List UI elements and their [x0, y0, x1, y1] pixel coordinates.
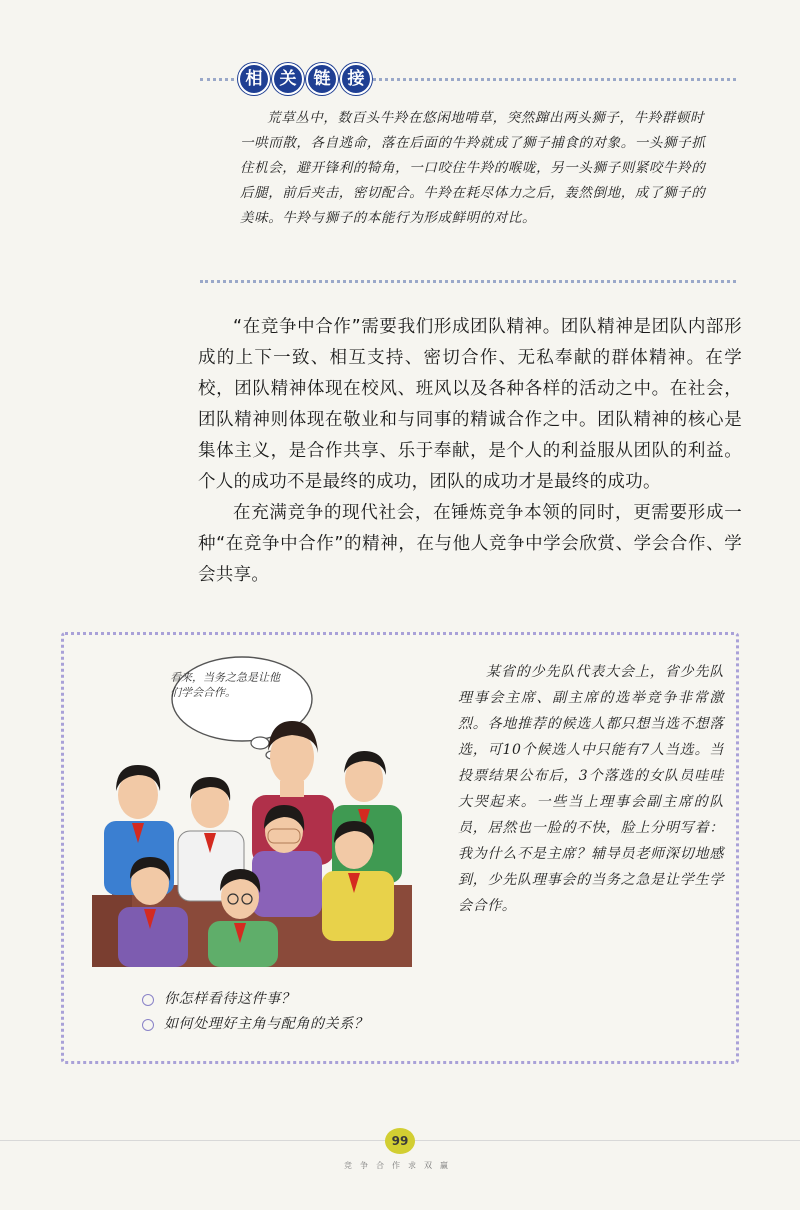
top-dotted-divider-right	[366, 78, 736, 81]
circle-bullet-icon	[142, 994, 154, 1006]
case-study-box	[61, 632, 739, 1064]
top-dotted-divider-left	[200, 78, 234, 81]
page-number: 99	[385, 1128, 415, 1154]
badge-char: 链	[306, 63, 338, 95]
related-link-text: 荒草丛中，数百头牛羚在悠闲地啃草，突然蹿出两头狮子，牛羚群顿时一哄而散，各自逃命，落在后面的牛羚就成了狮子捕食的对象。一头狮子抓住机会，避开锋利的犄角，一口咬住牛羚的喉咙，另一头狮子则紧咬牛羚的后腿，前后夹击，密切配合。牛羚在耗尽体力之后，轰然倒地，成了狮子的美味。牛羚与狮子的本能行为形成鲜明的对比。	[240, 110, 706, 226]
related-link-badge	[238, 64, 372, 94]
question-item	[142, 1012, 542, 1037]
thought-bubble-text: 看来，当务之急是让他们学会合作。	[170, 671, 280, 699]
discussion-questions	[142, 987, 542, 1037]
badge-char: 接	[340, 63, 372, 95]
footer-chapter-title: 竞争合作求双赢	[344, 1161, 456, 1170]
question-text: 你怎样看待这件事？	[164, 991, 296, 1007]
body-paragraph: “在竞争中合作”需要我们形成团队精神。团队精神是团队内部形成的上下一致、相互支持、密切合作、无私奉献的群体精神。在学校，团队精神体现在校风、班风以及各种各样的活动之中。在社会，团队精神则体现在敬业和与同事的精诚合作之中。团队精神的核心是集体主义，是合作共享、乐于奉献，是个人的利益服从团队的利益。个人的成功不是最终的成功，团队的成功才是最终的成功。	[198, 317, 742, 492]
question-item	[142, 987, 542, 1012]
bottom-dotted-divider	[200, 280, 736, 283]
question-text: 如何处理好主角与配角的关系？	[164, 1016, 369, 1032]
badge-char: 关	[272, 63, 304, 95]
body-paragraph: 在充满竞争的现代社会，在锤炼竞争本领的同时，更需要形成一种“在竞争中合作”的精神，在与他人竞争中学会欣赏、学会合作、学会共享。	[198, 503, 742, 585]
main-body-text	[198, 312, 742, 591]
case-study-text: 某省的少先队代表大会上，省少先队理事会主席、副主席的选举竞争非常激烈。各地推荐的候选人都只想当选不想落选，可10个候选人中只能有7人当选。当投票结果公布后，3个落选的女队员哇哇大哭起来。一些当上理事会副主席的队员，居然也一脸的不快，脸上分明写着：我为什么不是主席？辅导员老师深切地感到，少先队理事会的当务之急是让学生学会合作。	[458, 664, 724, 914]
circle-bullet-icon	[142, 1019, 154, 1031]
badge-char: 相	[238, 63, 270, 95]
